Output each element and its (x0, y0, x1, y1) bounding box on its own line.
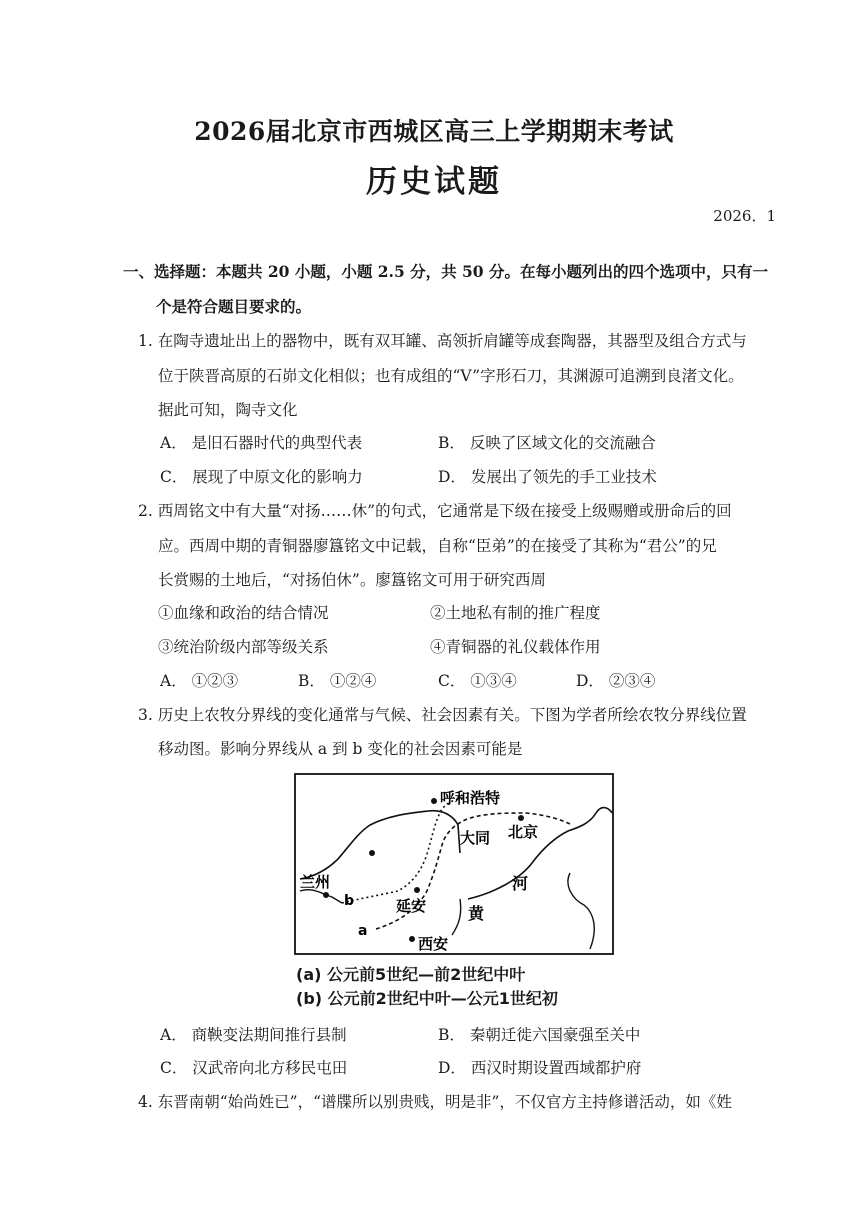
q3-line1: 3. 历史上农牧分界线的变化通常与气候、社会因素有关。下图为学者所绘农牧分界线位置 (138, 706, 747, 724)
section-heading-line1: 一、选择题：本题共 20 小题，小题 2.5 分，共 50 分。在每小题列出的四个选项中，只有一 (123, 262, 768, 281)
q1-option-c[interactable]: C． 展现了中原文化的影响力 (160, 468, 363, 486)
q4-line1: 4. 东晋南朝“始尚姓已”，“谱牒所以别贵贱，明是非”，不仅官方主持修谱活动，如《姓 (138, 1093, 732, 1111)
q2-option-b[interactable]: B． ①②④ (298, 672, 377, 690)
q1-line3: 据此可知，陶寺文化 (158, 401, 298, 419)
exam-date: 2026．1 (713, 207, 776, 225)
q2-line1: 2. 西周铭文中有大量“对扬……休”的句式，它通常是下级在接受上级赐赠或册命后的回 (138, 502, 732, 520)
farming-pastoral-boundary-map (294, 773, 614, 955)
q3-line2: 移动图。影响分界线从 a 到 b 变化的社会因素可能是 (158, 740, 523, 758)
dot-hohhot (431, 798, 437, 804)
q2-option-c[interactable]: C． ①③④ (438, 672, 517, 690)
q2-item-4: ④青铜器的礼仪载体作用 (430, 638, 601, 656)
q2-option-a[interactable]: A． ①②③ (160, 672, 239, 690)
exam-subtitle: 历史试题 (366, 164, 502, 200)
q2-item-2: ②土地私有制的推广程度 (430, 604, 601, 622)
q1-line1: 1. 在陶寺遗址出上的器物中，既有双耳罐、高领折肩罐等成套陶器，其器型及组合方式与 (138, 332, 747, 350)
q3-option-d[interactable]: D． 西汉时期设置西域都护府 (438, 1059, 642, 1077)
map-caption-b: (b) 公元前2世纪中叶—公元1世纪初 (296, 989, 558, 1008)
label-huang: 黄 (468, 904, 485, 923)
q2-item-3: ③统治阶级内部等级关系 (158, 638, 329, 656)
q2-item-1: ①血缘和政治的结合情况 (158, 604, 329, 622)
q1-option-d[interactable]: D． 发展出了领先的手工业技术 (438, 468, 657, 486)
label-yanan: 延安 (396, 897, 427, 915)
label-beijing: 北京 (508, 823, 539, 841)
q2-option-d[interactable]: D． ②③④ (576, 672, 656, 690)
q1-line2: 位于陕晋高原的石峁文化相似；也有成组的“V”字形石刀，其渊源可追溯到良渚文化。 (158, 367, 744, 385)
dot-lanzhou (323, 892, 329, 898)
q2-line2: 应。西周中期的青铜器廖簋铭文中记载，自称“臣弟”的在接受了其称为“君公”的兄 (158, 537, 717, 555)
exam-title: 2026届北京市西城区高三上学期期末考试 (194, 117, 674, 146)
label-line-b: b (344, 893, 355, 909)
label-line-a: a (358, 923, 368, 939)
label-he: 河 (512, 874, 529, 893)
q1-option-b[interactable]: B． 反映了区域文化的交流融合 (438, 434, 656, 452)
q3-option-b[interactable]: B． 秦朝迁徙六国豪强至关中 (438, 1026, 641, 1044)
label-lanzhou: 兰州 (300, 873, 331, 891)
label-datong: 大同 (460, 829, 491, 847)
section-heading-line2: 个是符合题目要求的。 (156, 297, 312, 316)
label-xian: 西安 (418, 935, 449, 953)
dot-beijing (518, 815, 524, 821)
q3-option-c[interactable]: C． 汉武帝向北方移民屯田 (160, 1059, 348, 1077)
map-caption-a: (a) 公元前5世纪—前2世纪中叶 (296, 965, 526, 984)
q1-option-a[interactable]: A． 是旧石器时代的典型代表 (160, 434, 363, 452)
dot-yanan (414, 887, 420, 893)
label-hohhot: 呼和浩特 (440, 789, 501, 807)
dot-west-bank (369, 850, 375, 856)
dot-xian (409, 936, 415, 942)
q3-option-a[interactable]: A． 商鞅变法期间推行县制 (160, 1026, 347, 1044)
q2-line3: 长赏赐的土地后，“对扬伯休”。廖簋铭文可用于研究西周 (158, 571, 546, 589)
